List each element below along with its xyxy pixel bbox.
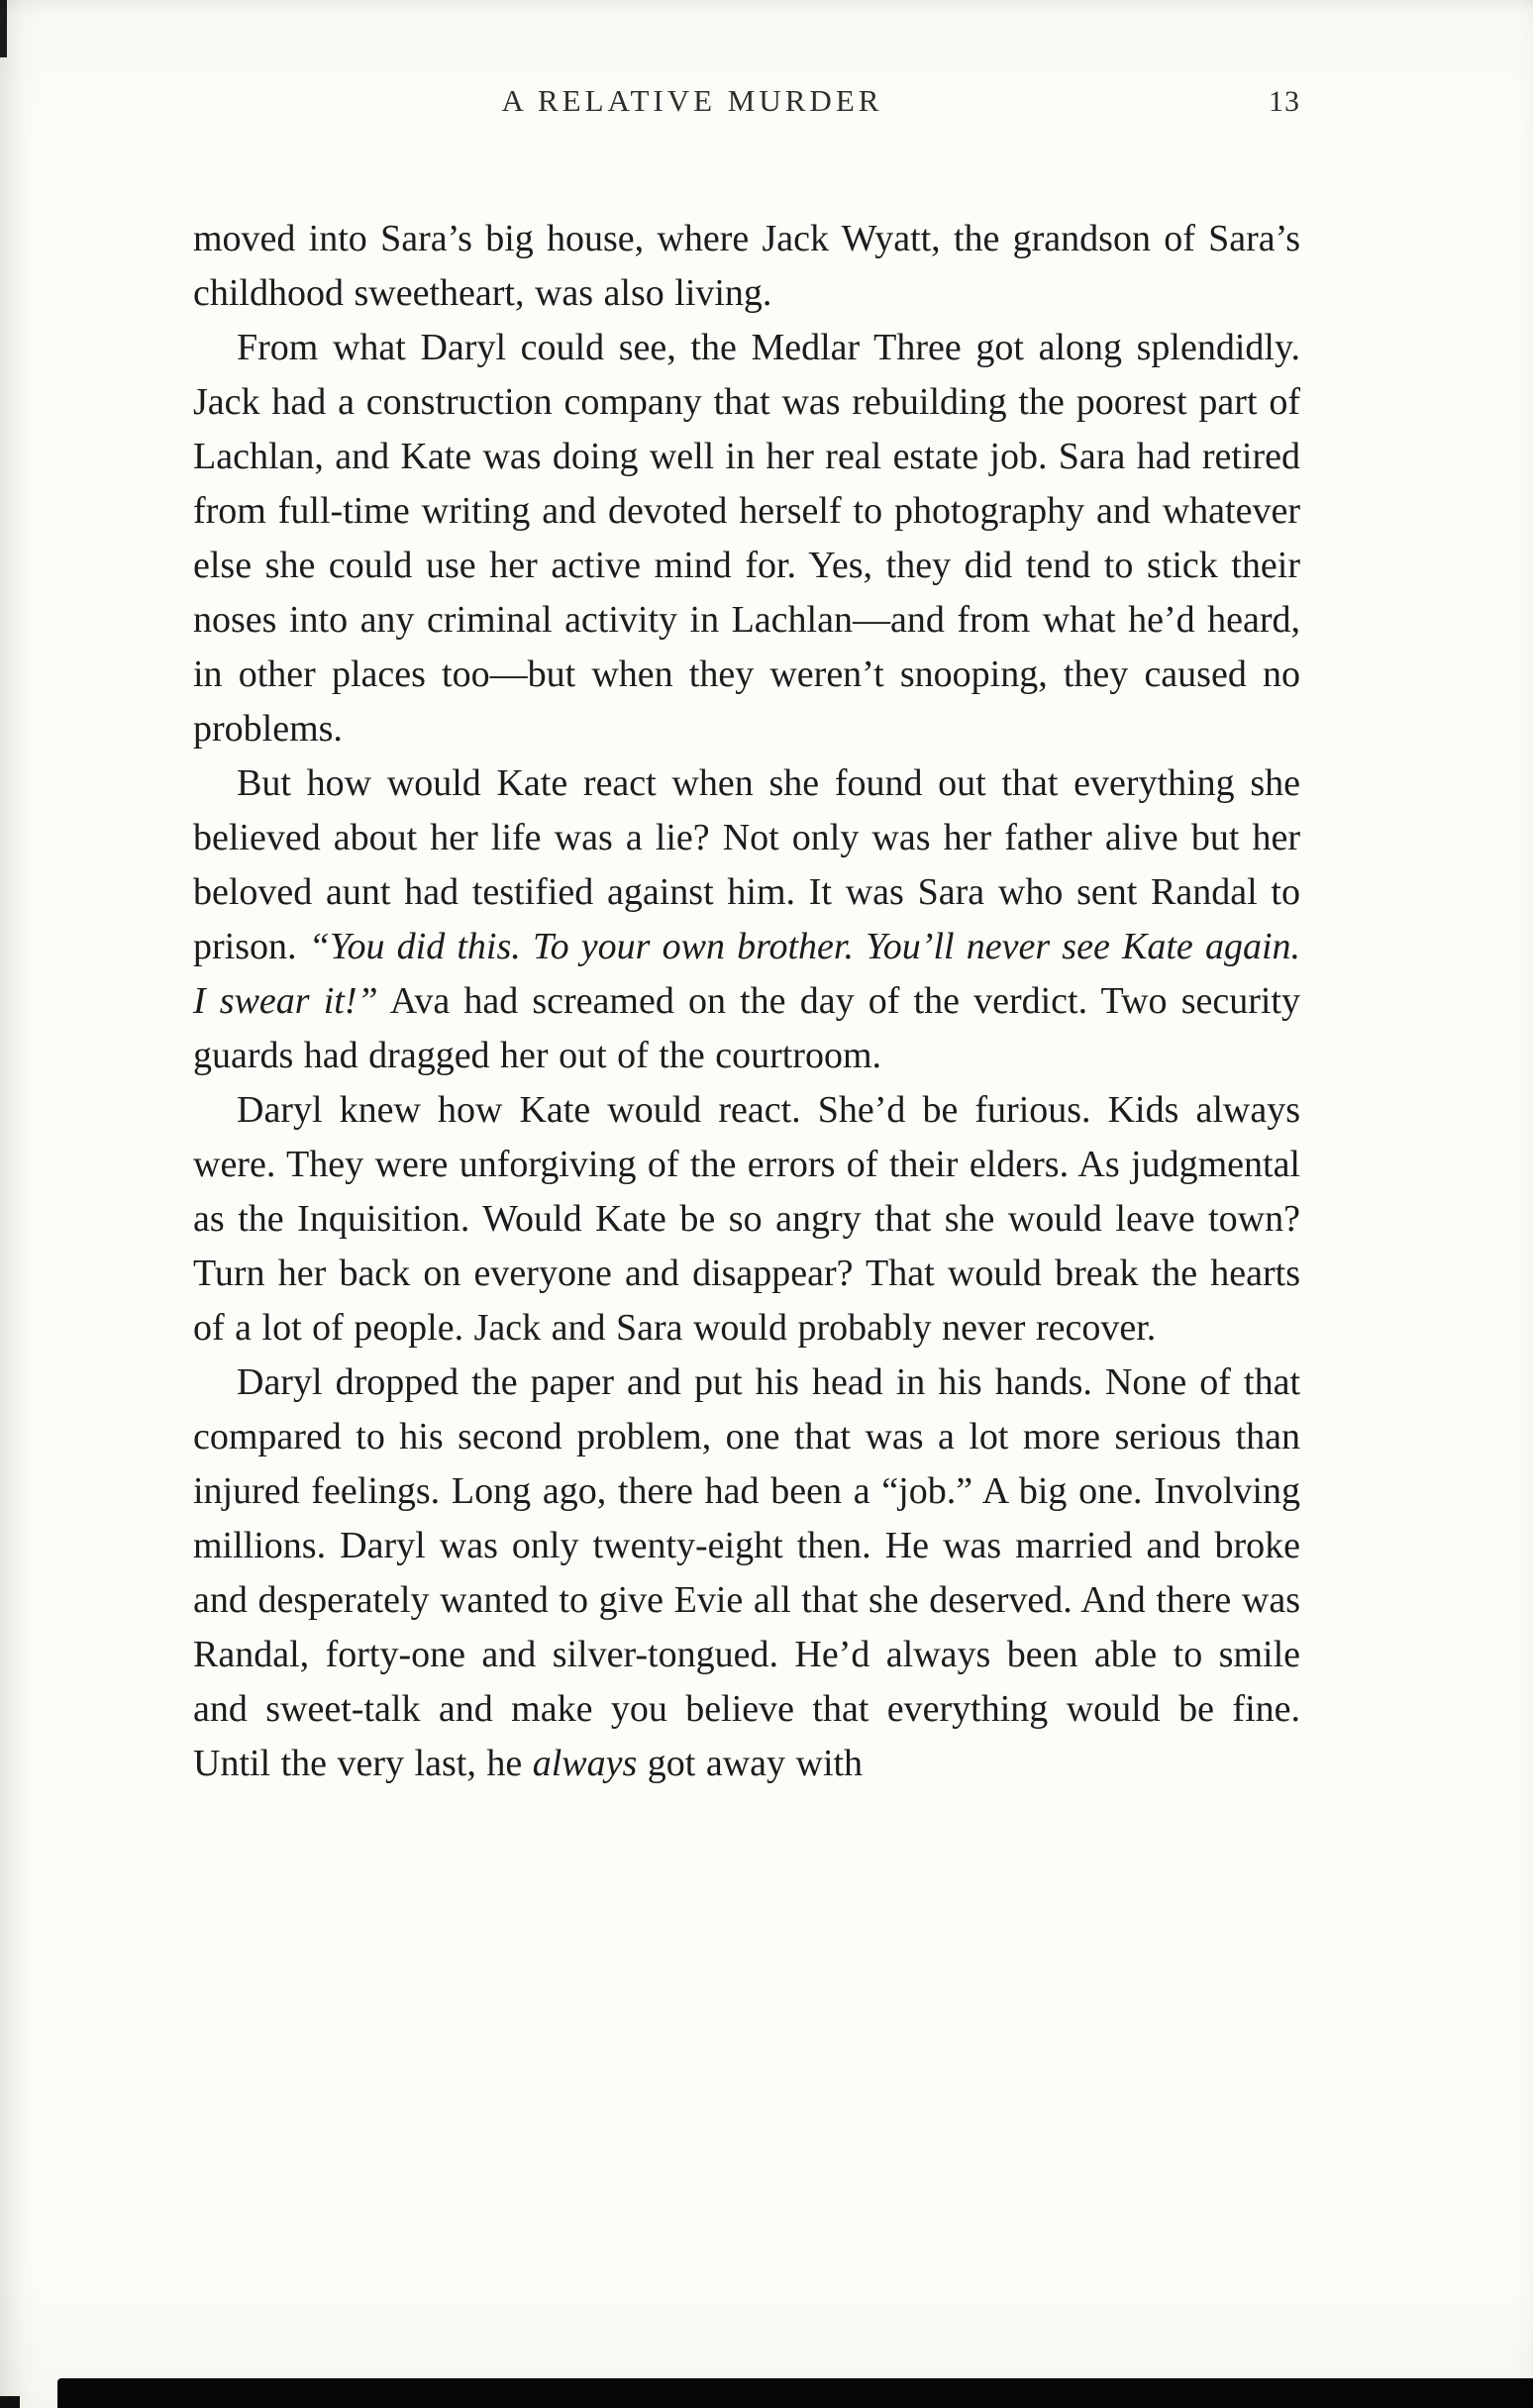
page-body <box>193 212 1300 1791</box>
text-segment: Daryl knew how Kate would react. She’d be furious. Kids always were. They were unforgiving of the errors of their elders. As judgmental as the Inquisition. Would Kate be so angry that she would leave town? Turn her back on everyone and disappear? That would break the hearts of a lot of people. Jack and Sara would probably never recover. <box>193 1089 1300 1349</box>
scan-artifact-top-left <box>0 0 7 57</box>
paragraph <box>193 212 1300 321</box>
paragraph <box>193 1355 1300 1791</box>
italic-text-segment: “You did this. To your own brother. You’ll never see Kate again. I swear it!” <box>193 926 1301 1022</box>
page-number: 13 <box>1269 85 1300 118</box>
text-segment: moved into Sara’s big house, where Jack Wyatt, the grandson of Sara’s childhood sweetheart, was also living. <box>193 218 1300 314</box>
italic-text-segment: always <box>532 1743 638 1784</box>
scan-artifact-bottom-left <box>0 2396 20 2408</box>
text-segment: got away with <box>637 1743 864 1784</box>
paragraph <box>193 756 1300 1083</box>
text-segment: Ava had screamed on the day of the verdict. Two security guards had dragged her out of the courtroom. <box>193 980 1300 1076</box>
book-title-header: A RELATIVE MURDER <box>501 83 883 118</box>
text-segment: Daryl dropped the paper and put his head in his hands. None of that compared to his second problem, one that was a lot more serious than injured feelings. Long ago, there had been a “job.” A big one. Involving millions. Daryl was only twenty-eight then. He was married and broke and desperately wanted to give Evie all that she deserved. And there was Randal, forty-one and silver-tongued. He’d always been able to smile and sweet-talk and make you believe that everything would be fine. Until the very last, he <box>193 1361 1300 1784</box>
paragraph <box>193 1083 1300 1355</box>
running-head <box>193 83 1300 127</box>
text-segment: But how would Kate react when she found out that everything she believed about her life was a lie? Not only was her father alive but her beloved aunt had testified against him. It was Sara who sent Randal to prison. <box>193 762 1300 967</box>
scan-artifact-bottom-bar <box>57 2378 1533 2408</box>
text-segment: From what Daryl could see, the Medlar Three got along splendidly. Jack had a construction company that was rebuilding the poorest part of Lachlan, and Kate was doing well in her real estate job. Sara had retired from full-time writing and devoted herself to photography and whatever else she could use her active mind for. Yes, they did tend to stick their noses into any criminal activity in Lachlan—and from what he’d heard, in other places too—but when they weren’t snooping, they caused no problems. <box>193 327 1300 750</box>
paragraph <box>193 321 1300 756</box>
